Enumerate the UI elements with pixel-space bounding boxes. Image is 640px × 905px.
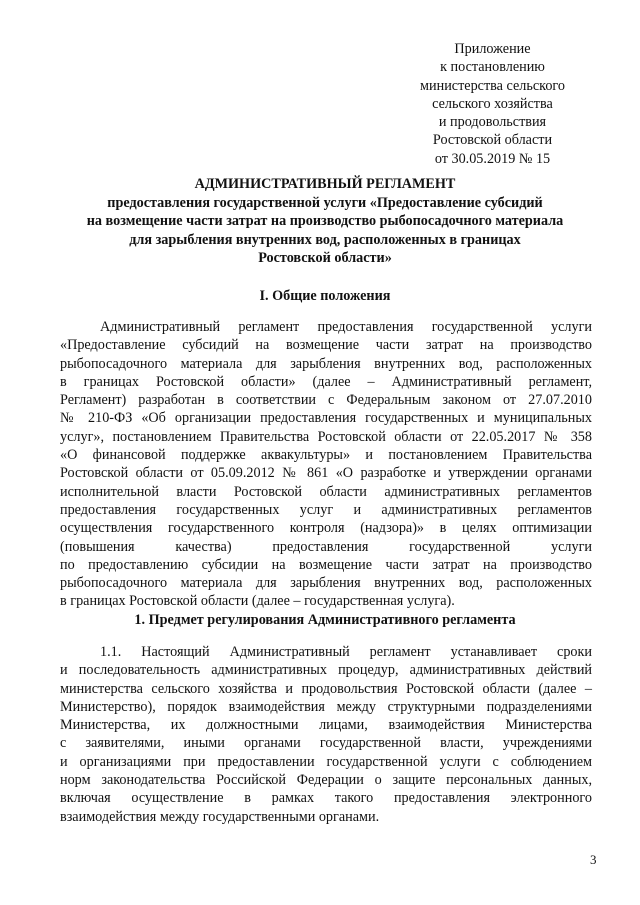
text-line: включая осуществление в рамках такого предоставления электронного [60,790,592,807]
text-line: министерства сельского хозяйства и продовольствия Ростовской области (далее – [60,680,592,697]
text-line: Регламент) разработан в соответствии с Федеральным законом от 27.07.2010 [60,392,592,409]
text-line: (повышения качества) предоставления государственной услуги [60,538,592,555]
text-line: «Предоставление субсидий на возмещение части затрат на производство [60,337,592,354]
appendix-line: министерства сельского [420,77,565,94]
text-line: и последовательность административных процедур, административных действий [60,662,592,679]
appendix-line: от 30.05.2019 № 15 [434,150,551,167]
appendix-note [405,40,580,168]
text-line: предоставления государственных услуг и административных регламентов [60,501,592,518]
text-line: 1.1. Настоящий Административный регламент устанавливает сроки [100,644,592,660]
text-line: с заявителями, иными органами государственной власти, учреждениями [60,735,592,752]
text-line: в границах Ростовской области (далее – государственная услуга). [60,593,455,610]
title-line: АДМИНИСТРАТИВНЫЙ РЕГЛАМЕНТ [194,176,456,192]
text-line: Административный регламент предоставления государственной услуги [100,319,592,335]
text-line: Ростовской области от 05.09.2012 № 861 «О разработке и утверждении органами [60,465,592,482]
title-line: Ростовской области» [258,250,392,266]
text-line: в границах Ростовской области» (далее – Административный регламент, [60,373,592,390]
appendix-line: сельского хозяйства [432,95,553,112]
title-line: на возмещение части затрат на производство рыбопосадочного материала [86,213,564,229]
document-title [60,175,590,268]
text-line: рыбопосадочного материала для зарыбления внутренних вод, расположенных [60,355,592,372]
text-line: Министерства, их должностными лицами, взаимодействия Министерства [60,717,592,734]
text-line: взаимодействия между государственными органами. [60,808,380,825]
title-line: для зарыбления внутренних вод, расположенных в границах [129,231,521,248]
text-line: осуществления государственного контроля (надзора)» в целях оптимизации [60,520,592,537]
text-line: № 210-ФЗ «Об организации предоставления государственных и муниципальных [60,410,592,427]
subsection-heading: 1. Предмет регулирования Административного регламента [134,612,516,628]
section-heading: I. Общие положения [259,288,391,304]
text-line: и организациями при предоставлении государственной услуги с соблюдением [60,753,592,770]
page-number: 3 [590,852,597,867]
text-line: норм законодательства Российской Федерации о защите персональных данных, [60,772,592,789]
title-line: предоставления государственной услуги «Предоставление субсидий [107,194,543,211]
appendix-line: к постановлению [440,59,545,76]
appendix-line: Приложение [454,41,531,57]
text-line: рыбопосадочного материала для зарыбления внутренних вод, расположенных [60,575,592,592]
general-provisions-paragraph [60,318,592,611]
text-line: «О финансовой поддержке аквакультуры» и постановлением Правительства [60,447,592,464]
appendix-line: Ростовской области [432,132,553,149]
appendix-line: и продовольствия [438,114,547,131]
text-line: услуг», постановлением Правительства Ростовской области от 22.05.2017 № 358 [60,428,592,445]
text-line: исполнительной власти Ростовской области административных регламентов [60,483,592,500]
text-line: Министерство), порядок взаимодействия между структурными подразделениями [60,698,592,715]
text-line: по предоставлению субсидии на возмещение части затрат на производство [60,556,592,573]
regulation-subject-paragraph [60,643,592,826]
